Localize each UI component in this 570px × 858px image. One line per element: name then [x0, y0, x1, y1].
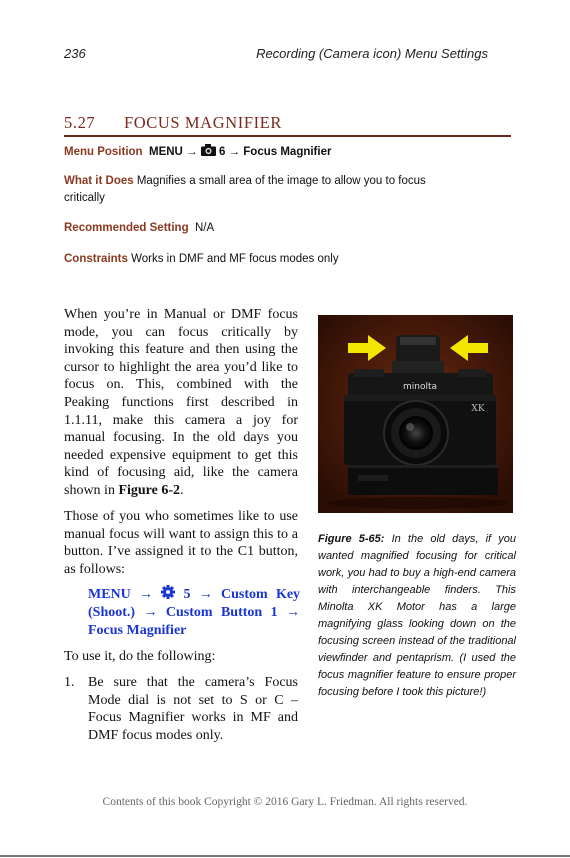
constraints-text: Works in DMF and MF focus modes only [131, 253, 339, 265]
bottom-divider [0, 855, 570, 857]
list-item-number: 1. [64, 675, 75, 690]
camera-model-label: XK [471, 404, 485, 414]
recommended-label: Recommended Setting [64, 222, 189, 234]
figure-photo [318, 315, 513, 513]
what-it-does-row [64, 173, 464, 207]
figure-reference: Figure 6-2 [118, 482, 181, 498]
list-item-text: Be sure that the camera’s Focus Mode dial is not set to S or C – Focus Magnifier works in MF and DMF focus modes only. [88, 675, 298, 743]
constraints-label: Constraints [64, 253, 128, 265]
recommended-text: N/A [195, 222, 215, 234]
caption-text: In the old days, if you wanted magnified focusing for critical work, you had to buy a high-end camera with interchangeable finders. This Minolta XK Motor has a large magnifying glass looking down on the focusing screen instead of the traditional viewfinder and pentaprism. (I used the focus magnifier feature to ensure proper focusing before I took this picture!) [318, 533, 516, 698]
page-number: 236 [64, 46, 86, 61]
section-number: 5.27 [64, 113, 96, 132]
gear-icon [161, 585, 175, 599]
what-it-does-text: Magnifies a small area of the image to allow you to focus critically [64, 175, 426, 204]
caption-label: Figure 5-65: [318, 533, 385, 545]
menu-position-label: Menu Position [64, 146, 143, 158]
camera-icon [201, 144, 216, 156]
section-title [64, 113, 511, 137]
paragraph-3: To use it, do the following: [64, 649, 216, 664]
constraints-row [64, 251, 464, 268]
camera-photo-illustration [318, 315, 513, 513]
custom-key-menu-path: MENU → 5 → Custom Key (Shoot.) → Custom Button 1 → Focus Magnifier [88, 587, 301, 638]
paragraph-1: When you’re in Manual or DMF focus mode, you can focus critically by invoking this feature and then using the cursor to highlight the area you’d like to focus on. This, combined with the Peaking functions first described in 1.1.11, make this camera a joy for manual focusing. In the old days you needed expensive equipment to get this kind of focusing aid, like the camera shown in Figure 6-2. [64, 307, 298, 498]
what-it-does-label: What it Does [64, 175, 134, 187]
menu-position-row [64, 144, 464, 161]
menu-position-path: MENU → 6 → Focus Magnifier [148, 146, 332, 158]
recommended-row [64, 220, 464, 237]
figure-caption [318, 531, 516, 701]
paragraph-2: Those of you who sometimes like to use manual focus will want to assign this to a button. I’ve assigned it to the C1 button, as follows: [64, 509, 298, 577]
camera-brand-label: minolta [402, 382, 438, 392]
copyright-footer: Contents of this book Copyright © 2016 Gary L. Friedman. All rights reserved. [102, 796, 468, 808]
chapter-title: Recording (Camera icon) Menu Settings [256, 46, 488, 61]
section-name: FOCUS MAGNIFIER [124, 113, 282, 132]
